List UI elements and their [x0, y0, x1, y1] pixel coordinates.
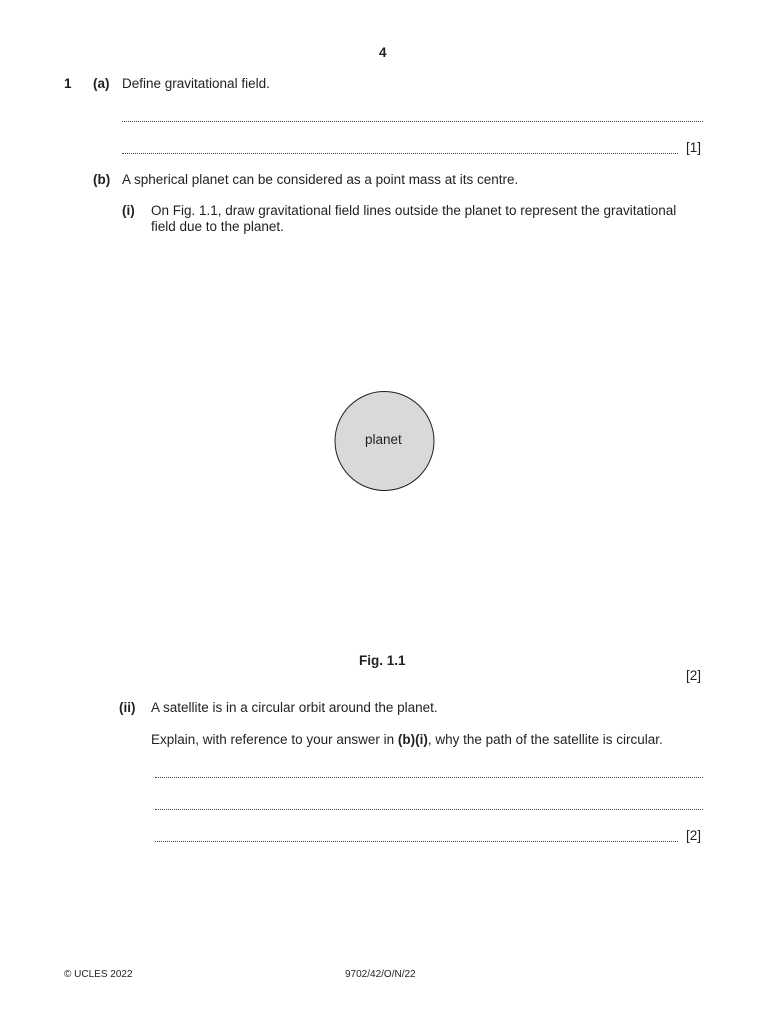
part-b-i-text-line1: On Fig. 1.1, draw gravitational field lines outside the planet to represent the gravitational	[151, 203, 677, 218]
part-b-i-label: (i)	[122, 203, 135, 218]
part-b-ii-label: (ii)	[119, 700, 136, 715]
answer-line-a2[interactable]	[122, 140, 678, 154]
question-number: 1	[64, 76, 72, 91]
answer-line-b-ii-3[interactable]	[155, 828, 678, 842]
footer-copyright: © UCLES 2022	[64, 969, 133, 980]
part-a-marks: [1]	[686, 140, 702, 155]
part-b-i-text-line2: field due to the planet.	[151, 219, 284, 234]
answer-line-b-ii-1[interactable]	[155, 764, 703, 778]
part-b-label: (b)	[93, 172, 111, 187]
figure-caption: Fig. 1.1	[359, 653, 406, 668]
planet-label: planet	[365, 432, 402, 447]
part-a-text: Define gravitational field.	[122, 76, 270, 91]
explain-prefix: Explain, with reference to your answer in	[151, 732, 398, 747]
explain-suffix: , why the path of the satellite is circular.	[427, 732, 663, 747]
page-number: 4	[379, 45, 387, 60]
part-a-label: (a)	[93, 76, 110, 91]
answer-line-a1[interactable]	[122, 108, 703, 122]
answer-line-b-ii-2[interactable]	[155, 796, 703, 810]
explain-reference: (b)(i)	[397, 732, 428, 747]
footer-code: 9702/42/O/N/22	[345, 969, 416, 980]
part-b-ii-explain	[151, 732, 663, 747]
part-b-ii-text: A satellite is in a circular orbit around the planet.	[151, 700, 438, 715]
part-b-text: A spherical planet can be considered as a point mass at its centre.	[122, 172, 519, 187]
part-b-i-marks: [2]	[686, 668, 702, 683]
part-b-ii-marks: [2]	[686, 828, 702, 843]
